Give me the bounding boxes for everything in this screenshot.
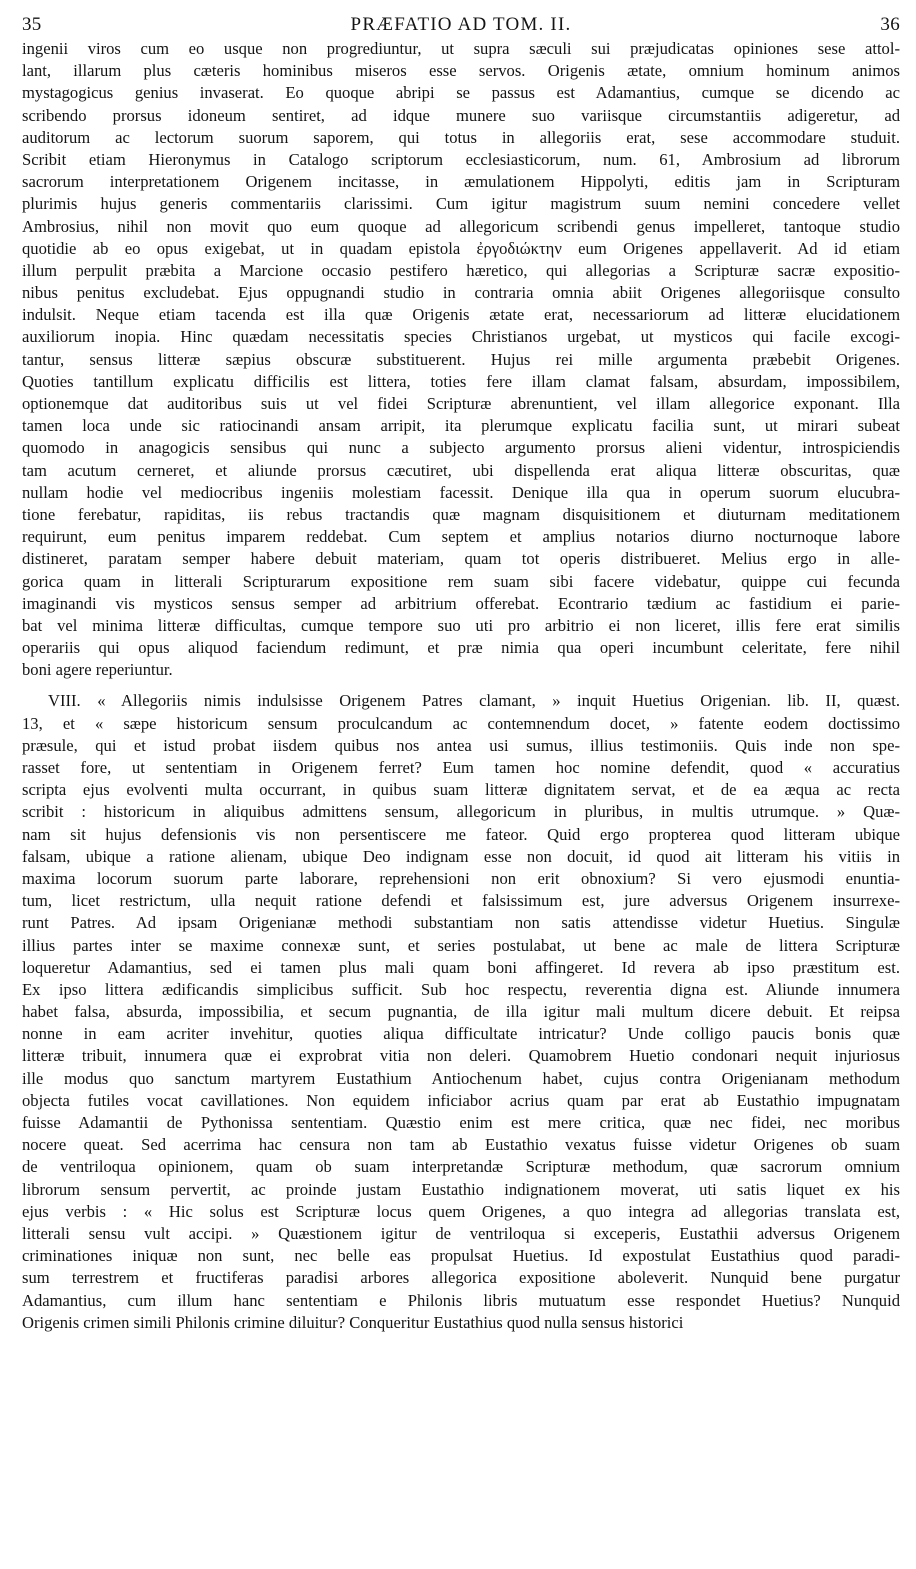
- text-line: lant, illarum plus cæteris hominibus miseros esse servos. Origenis ætate, omnium hominum animos: [22, 61, 900, 81]
- text-line: auxiliorum inopia. Hinc quædam necessitatis species Christianos urgebat, ut mysticos qui facile excogi-: [22, 327, 900, 347]
- text-line: sacrorum interpretationem Origenem incitasse, in æmulationem Hippolyti, editis jam in Scripturam: [22, 172, 900, 192]
- text-line: nibus penitus excludebat. Ejus oppugnandi studio in contraria omnia abiit Origenes allegoriisque consulto: [22, 283, 900, 303]
- text-line: scribendo prorsus idoneum sentiret, ad idque munere suo variisque circumstantiis adigeretur, ad: [22, 105, 900, 125]
- text-line: operariis qui opus aliquod faciendum redimunt, et præ nimia qua operi incumbunt celeritate, fere nihil: [22, 638, 900, 658]
- text-line: ille modus quo sanctum martyrem Eustathium Antiochenum habet, cujus contra Origenianam methodum: [22, 1068, 900, 1088]
- running-title: PRÆFATIO AD TOM. II.: [350, 14, 572, 35]
- text-line: tam acutum cerneret, et aliunde prorsus cæcutiret, ubi dispellenda erat aliqua litteræ obscuritas, quæ: [22, 460, 900, 480]
- text-line: Origenis crimen simili Philonis crimine diluitur? Conqueritur Eustathius quod nulla sensus historici: [22, 1312, 684, 1332]
- text-line: nam sit hujus defensionis vis non persentiscere me fateor. Quid ergo propterea quod litteram ubique: [22, 824, 900, 844]
- running-header: [22, 14, 900, 38]
- page-number-left: 35: [22, 14, 42, 35]
- text-line: litteræ tribuit, innumera quæ ei exprobrat vitia non deleri. Quamobrem Huetio condonari nequit injuriosus: [22, 1046, 900, 1066]
- text-line: nocere queat. Sed acerrima hac censura non tam ab Eustathio vexatus fuisse videtur Origenes ob suam: [22, 1135, 900, 1155]
- page-number-right: 36: [880, 14, 900, 35]
- text-line: quomodo in anagogicis sensibus qui nunc a subjecto argumento prorsus alieni videntur, introspiciendis: [22, 438, 900, 458]
- text-line: gorica quam in litterali Scripturarum expositione rem suam sibi facere videbatur, quippe cui fecunda: [22, 571, 900, 591]
- text-line: tione ferebatur, rapiditas, iis rebus tractandis quæ magnam disquisitionem et diuturnam meditationem: [22, 504, 900, 524]
- text-line: illum perpulit præbita a Marcione occasio pestifero hæretico, qui allegorias a Scripturæ sacræ expositio-: [22, 260, 900, 280]
- text-line: rasset fore, ut sententiam in Origenem ferret? Eum tamen hoc nomine defendit, quod « accuratius: [22, 758, 900, 777]
- text-line: optionemque dat auditoribus suis ut vel fidei Scripturæ abrenuntient, vel illam allegorice exponant. Illa: [22, 394, 900, 413]
- text-line: Ambrosius, nihil non movit quo eum quoque ad allegoricum scribendi genus impelleret, tantoque studio: [22, 216, 900, 236]
- text-line: falsam, ubique a ratione alienam, ubique Deo indignam esse non docuit, id quod ait litteram his vitiis in: [22, 846, 900, 866]
- text-line: 13, et « sæpe historicum sensum proculcandum ac contemnendum docet, » fatente eodem doctissimo: [22, 713, 900, 733]
- text-line: Ex ipso littera ædificandis simplicibus sufficit. Sub hoc respectu, reverentia digna est. Aliunde innumera: [22, 979, 900, 999]
- text-line: habet falsa, absurda, impossibilia, et secum pugnantia, de illa igitur mali multum dicere debuit. Et reipsa: [22, 1002, 900, 1022]
- text-line: objecta futiles vocat cavillationes. Non equidem inficiabor acrius quam par erat ab Eustathio impugnatam: [22, 1090, 900, 1110]
- text-line: requirunt, eum penitus imparem reddebat. Cum septem et amplius notarios diurno nocturnoque labore: [22, 527, 900, 547]
- text-line: indulsit. Neque etiam tacenda est illa quæ Origenis ætate erat, necessariorum ad litteræ elucidationem: [22, 305, 900, 325]
- text-line: nullam hodie vel mediocribus ingeniis molestiam facessit. Denique illa qua in operum suorum elucubra-: [22, 482, 900, 502]
- text-line: auditorum ac lectorum suorum saporem, qui totus in allegoriis erat, sese accommodare studuit.: [22, 127, 900, 147]
- text-line: scribit : historicum in aliquibus admittens sensum, allegoricum in pluribus, in multis utrumque. » Quæ-: [22, 802, 900, 822]
- text-line: ejus verbis : « Hic solus est Scripturæ locus quem Origenes, a quo integra ad allegorias translata est,: [22, 1201, 900, 1221]
- text-line: boni agere reperiuntur.: [22, 660, 173, 680]
- text-line: quotidie ab eo opus exigebat, ut in quadam epistola ἐργοδιώκτην eum Origenes appellaverit. Ad id etiam: [22, 238, 900, 258]
- text-line: tum, licet restrictum, ulla nequit ratione defendi et falsissimum est, jure adversus Origenem insurrexe-: [22, 891, 900, 911]
- text-line: bat vel minima litteræ difficultas, cumque tempore suo uti pro arbitrio ei non liceret, illis fere erat similis: [22, 615, 900, 635]
- text-line: litterali sensu vult accipi. » Quæstionem igitur de ventriloqua si exceperis, Eustathii adversus Origenem: [22, 1223, 900, 1243]
- text-line: imaginandi vis mysticos sensus semper ad arbitrium offerebat. Econtrario tædium ac fastidium ei parie-: [22, 593, 900, 613]
- text-line: Quoties tantillum explicatu difficilis est littera, toties fere illam clamat falsam, absurdam, impossibilem,: [22, 371, 900, 391]
- text-line: plurimis hujus generis commentariis clarissimi. Cum igitur magistrum suum nemini concedere vellet: [22, 194, 900, 214]
- text-line: de ventriloqua opinionem, quam ob suam interpretandæ Scripturæ methodum, quæ sacrorum omnium: [22, 1157, 900, 1177]
- text-line: tamen loca unde sic ratiocinandi ansam arripit, ita plerumque explicatu facilia sunt, ut mirari subeat: [22, 416, 900, 436]
- text-line: runt Patres. Ad ipsam Origenianæ methodi substantiam non satis attendisse videtur Huetius. Singulæ: [22, 913, 900, 933]
- text-line: Scribit etiam Hieronymus in Catalogo scriptorum ecclesiasticorum, num. 61, Ambrosium ad librorum: [22, 149, 900, 169]
- text-line: librorum sensum pervertit, ac proinde justam Eustathio indignationem moverat, uti satis liquet ex his: [22, 1179, 900, 1199]
- text-line: distineret, paratam semper habere debuit materiam, quam tot operis distribueret. Melius ergo in alle-: [22, 549, 900, 569]
- paragraph-gap: [22, 681, 900, 690]
- text-line: illius partes inter se maxime connexæ sunt, et series postulabat, ut bene ac male de littera Scripturæ: [22, 935, 900, 955]
- body-text: [22, 38, 900, 1334]
- text-line: VIII. « Allegoriis nimis indulsisse Origenem Patres clamant, » inquit Huetius Origenian. lib. II, quæst.: [48, 691, 900, 711]
- paragraph: [22, 690, 900, 1333]
- text-line: mystagogicus genius invaserat. Eo quoque abripi se passus est Adamantius, cumque se dicendo ac: [22, 83, 900, 103]
- text-line: nonne in eam acriter invehitur, quoties aliqua difficultate intricatur? Unde colligo paucis bonis quæ: [22, 1024, 900, 1044]
- text-line: ingenii viros cum eo usque non progrediuntur, ut supra sæculi sui præjudicatas opiniones sese attol-: [22, 39, 900, 58]
- text-line: Adamantius, cum illum hanc sententiam e Philonis libris mutuatum esse respondet Huetius? Nunquid: [22, 1290, 900, 1310]
- text-line: criminationes iniquæ non sunt, nec belle eas propulsat Huetius. Id expostulat Eustathius quod paradi-: [22, 1246, 900, 1266]
- text-line: scripta ejus evolventi multa occurrant, in quibus suam litteræ dignitatem servat, et de ea æqua ac recta: [22, 780, 900, 800]
- paragraph: [22, 38, 900, 681]
- text-line: præsule, qui et istud probat iisdem quibus nos antea usi sumus, illius testimoniis. Quis inde non spe-: [22, 735, 900, 755]
- text-line: maxima locorum suorum parte laborare, reprehensioni non erit obnoxium? Si vero ejusmodi enuntia-: [22, 868, 900, 888]
- text-line: sum terrestrem et fructiferas paradisi arbores allegorica expositione aboleverit. Nunquid bene purgatur: [22, 1268, 900, 1288]
- text-line: loqueretur Adamantius, sed ei tamen plus mali quam boni affingeret. Id revera ab ipso præstitum est.: [22, 957, 900, 977]
- text-line: tantur, sensus litteræ sæpius obscuræ substituerent. Hujus rei mille argumenta præbebit Origenes.: [22, 349, 900, 369]
- text-line: fuisse Adamantii de Pythonissa sententiam. Quæstio enim est mere critica, quæ nec fidei, nec moribus: [22, 1113, 900, 1132]
